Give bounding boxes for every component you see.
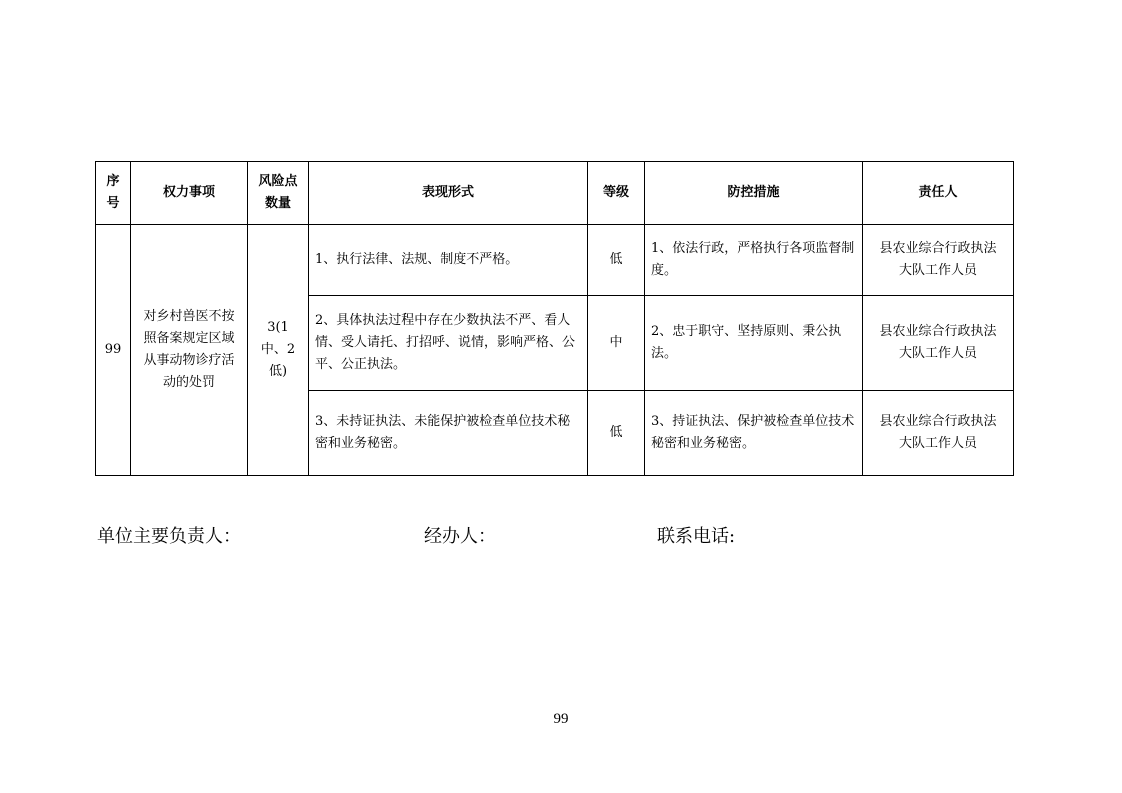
responsible-cell: 县农业综合行政执法大队工作人员 — [863, 296, 1014, 391]
manifestation-cell: 1、执行法律、法规、制度不严格。 — [309, 225, 588, 296]
handler-signature-label: 经办人： — [424, 526, 496, 547]
level-cell: 低 — [588, 391, 645, 476]
measures-cell: 3、持证执法、保护被检查单位技术秘密和业务秘密。 — [645, 391, 863, 476]
measures-cell: 2、忠于职守、坚持原则、秉公执法。 — [645, 296, 863, 391]
manifestation-cell: 3、未持证执法、未能保护被检查单位技术秘密和业务秘密。 — [309, 391, 588, 476]
record-risk-count: 3(1中、2低) — [248, 225, 309, 476]
header-risk-count: 风险点数量 — [248, 162, 309, 225]
manifestation-cell: 2、具体执法过程中存在少数执法不严、看人情、受人请托、打招呼、说情，影响严格、公平、公正执法。 — [309, 296, 588, 391]
header-responsible: 责任人 — [863, 162, 1014, 225]
page-number: 99 — [553, 711, 569, 727]
header-measures: 防控措施 — [645, 162, 863, 225]
record-index: 99 — [96, 225, 131, 476]
header-power-item: 权力事项 — [131, 162, 248, 225]
responsible-cell: 县农业综合行政执法大队工作人员 — [863, 225, 1014, 296]
leader-signature-label: 单位主要负责人： — [97, 526, 241, 547]
header-row — [96, 162, 1014, 225]
measures-cell: 1、依法行政，严格执行各项监督制度。 — [645, 225, 863, 296]
phone-label: 联系电话: — [657, 526, 736, 547]
responsible-cell: 县农业综合行政执法大队工作人员 — [863, 391, 1014, 476]
record-power-item: 对乡村兽医不按照备案规定区域从事动物诊疗活动的处罚 — [131, 225, 248, 476]
header-manifestation: 表现形式 — [309, 162, 588, 225]
header-level: 等级 — [588, 162, 645, 225]
level-cell: 低 — [588, 225, 645, 296]
level-cell: 中 — [588, 296, 645, 391]
header-index: 序号 — [96, 162, 131, 225]
risk-table — [95, 161, 1014, 476]
table-row — [96, 225, 1014, 296]
